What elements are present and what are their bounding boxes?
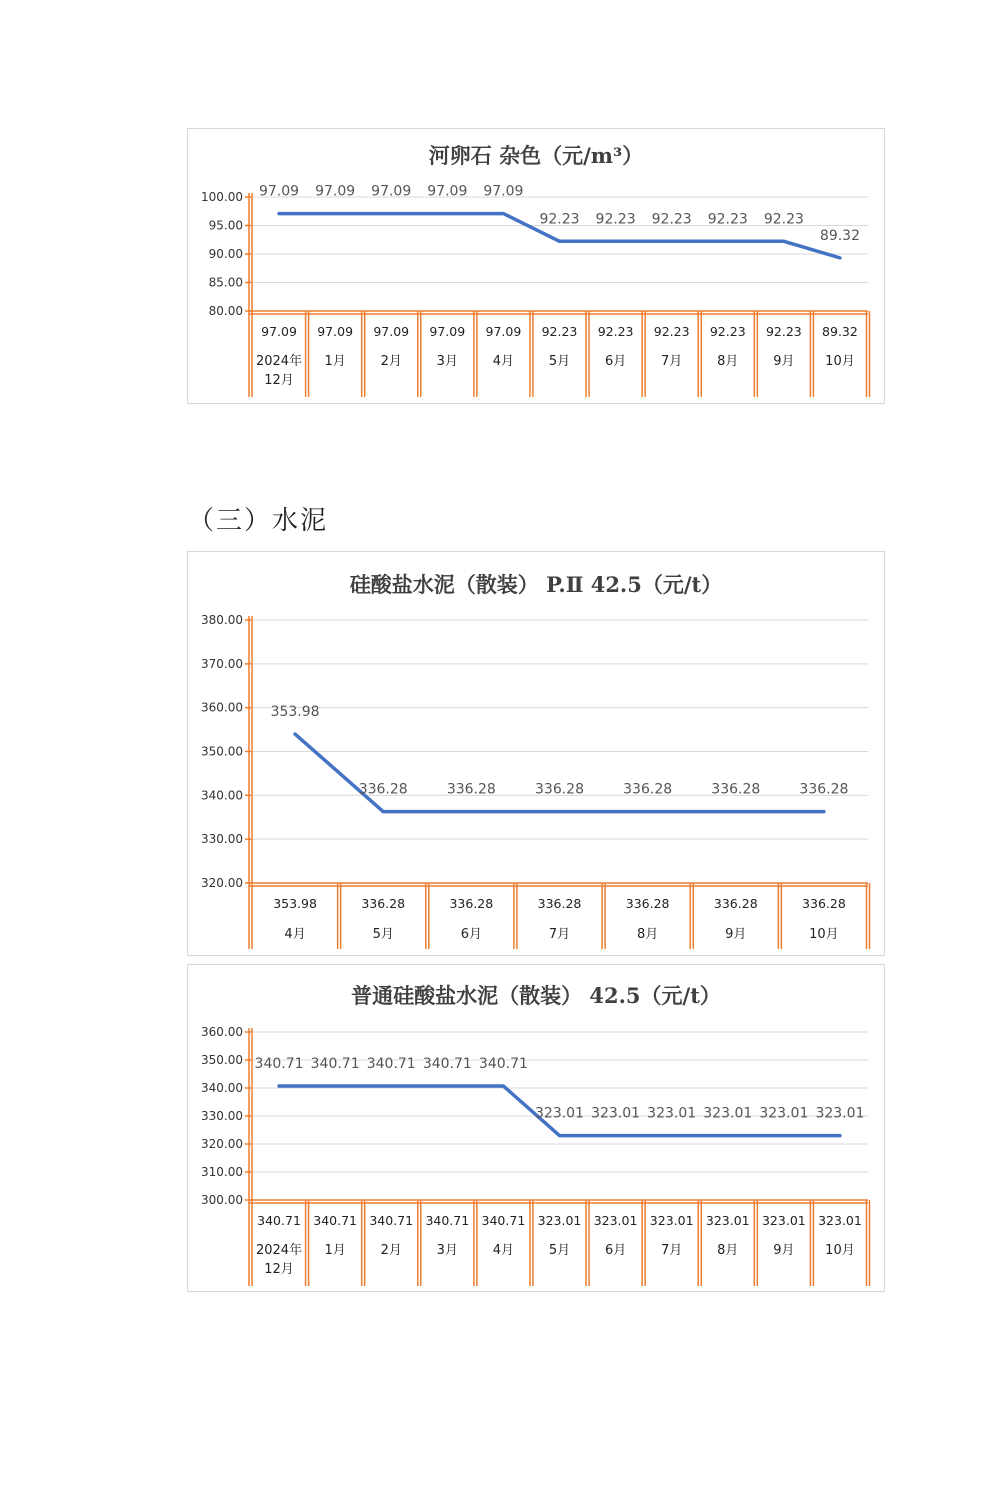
table-category-line: 2月	[380, 1243, 402, 1258]
table-category	[605, 1243, 626, 1258]
data-label: 323.01	[535, 1105, 584, 1122]
table-category-line: 2月	[380, 354, 402, 369]
table-category	[637, 927, 658, 942]
data-label: 97.09	[483, 183, 524, 200]
table-category-line: 7月	[548, 927, 571, 942]
table-category-line: 4月	[492, 1243, 515, 1258]
table-category-line: 8月	[637, 927, 659, 942]
data-label: 340.71	[422, 1056, 472, 1073]
table-value: 336.28	[802, 896, 846, 911]
y-tick-label: 330.00	[201, 832, 243, 847]
y-tick-label: 320.00	[201, 876, 243, 890]
table-category-line: 1月	[324, 354, 346, 369]
table-category	[437, 1243, 458, 1258]
y-tick-label: 85.00	[208, 275, 243, 290]
table-value: 340.71	[313, 1213, 358, 1228]
data-label: 336.28	[623, 781, 673, 798]
data-label: 336.28	[446, 781, 496, 798]
table-category	[725, 927, 746, 942]
table-category	[773, 354, 794, 369]
data-label: 97.09	[371, 183, 412, 200]
table-category	[661, 354, 682, 369]
table-category-line: 10月	[809, 927, 839, 942]
table-value: 97.09	[429, 324, 466, 339]
chart-river-pebble	[187, 128, 885, 404]
chart-svg	[188, 552, 884, 955]
table-category	[324, 1243, 345, 1258]
table-category	[256, 353, 302, 388]
chart-svg	[188, 129, 884, 403]
y-tick-label: 360.00	[201, 700, 243, 715]
table-category	[717, 1243, 738, 1258]
table-category-line: 2024年	[255, 354, 303, 369]
table-category-line: 12月	[264, 373, 294, 388]
table-category-line: 8月	[717, 1243, 739, 1258]
table-category	[605, 354, 626, 369]
y-tick-label: 90.00	[208, 247, 243, 261]
table-category-line: 7月	[661, 354, 683, 369]
data-label: 92.23	[595, 211, 636, 228]
y-tick-label: 310.00	[201, 1165, 243, 1179]
data-label: 340.71	[366, 1056, 416, 1073]
table-value: 92.23	[765, 324, 802, 339]
table-category	[825, 354, 855, 369]
table-category	[324, 354, 345, 369]
y-tick-label: 100.00	[201, 190, 243, 204]
table-category	[461, 927, 482, 942]
data-label: 323.01	[647, 1105, 697, 1122]
data-label: 340.71	[478, 1056, 528, 1073]
table-value: 92.23	[709, 324, 746, 339]
table-value: 340.71	[369, 1213, 414, 1228]
table-category-line: 9月	[773, 354, 795, 369]
data-label: 97.09	[258, 183, 300, 200]
table-category	[661, 1243, 682, 1258]
table-value: 336.28	[625, 896, 670, 911]
table-category-line: 1月	[324, 1243, 346, 1258]
table-value: 323.01	[593, 1213, 638, 1228]
chart-svg	[188, 965, 884, 1291]
table-value: 340.71	[257, 1213, 301, 1228]
data-label: 336.28	[799, 781, 849, 798]
table-category	[284, 927, 305, 942]
y-tick-label: 350.00	[201, 744, 243, 759]
table-value: 92.23	[597, 324, 634, 339]
data-label: 340.71	[254, 1056, 304, 1073]
table-category-line: 4月	[284, 927, 306, 942]
table-value: 97.09	[485, 324, 522, 339]
table-category	[549, 1243, 570, 1258]
table-category-line: 12月	[264, 1262, 294, 1277]
y-tick-label: 370.00	[201, 656, 243, 671]
table-category-line: 7月	[661, 1243, 683, 1258]
table-value: 340.71	[425, 1213, 470, 1228]
table-category	[549, 354, 570, 369]
table-category-line: 2024年	[255, 1243, 303, 1258]
y-tick-label: 340.00	[201, 788, 243, 803]
data-label: 323.01	[759, 1105, 809, 1122]
table-category-line: 3月	[436, 1243, 458, 1258]
table-value: 353.98	[273, 896, 317, 911]
data-label: 336.28	[711, 781, 761, 798]
chart-portland-cement-p2	[187, 551, 885, 956]
table-value: 323.01	[537, 1213, 582, 1228]
table-category	[825, 1243, 855, 1258]
data-label: 89.32	[819, 227, 861, 244]
table-category	[809, 927, 839, 942]
y-tick-label: 340.00	[201, 1081, 243, 1095]
table-category	[773, 1243, 794, 1258]
data-label: 340.71	[310, 1056, 360, 1073]
y-tick-label: 330.00	[201, 1109, 243, 1123]
y-tick-label: 300.00	[201, 1193, 243, 1207]
table-value: 97.09	[261, 324, 297, 339]
chart-title: 普通硅酸盐水泥（散装） 42.5（元/t）	[351, 983, 721, 1008]
series-line	[295, 734, 824, 812]
data-label: 92.23	[707, 211, 748, 228]
table-category-line: 9月	[725, 927, 747, 942]
y-tick-label: 350.00	[201, 1053, 243, 1067]
table-value: 323.01	[649, 1213, 694, 1228]
table-value: 92.23	[541, 324, 578, 339]
data-label: 336.28	[358, 781, 408, 798]
table-category	[549, 927, 570, 942]
data-label: 97.09	[315, 183, 356, 200]
data-label: 97.09	[427, 183, 468, 200]
table-category	[381, 354, 402, 369]
table-value: 97.09	[317, 324, 354, 339]
table-category-line: 8月	[717, 354, 739, 369]
table-category	[437, 354, 458, 369]
table-category-line: 10月	[825, 354, 855, 369]
table-category	[373, 927, 394, 942]
table-category-line: 3月	[436, 354, 458, 369]
data-label: 323.01	[815, 1105, 865, 1122]
y-tick-label: 360.00	[201, 1025, 243, 1039]
table-value: 323.01	[761, 1213, 806, 1228]
chart-title: 河卵石 杂色（元/m³）	[428, 143, 644, 168]
table-category-line: 10月	[825, 1243, 855, 1258]
y-tick-label: 320.00	[201, 1137, 243, 1151]
table-value: 340.71	[481, 1213, 526, 1228]
chart-title: 硅酸盐水泥（散装） P.Ⅱ 42.5（元/t）	[349, 572, 723, 597]
table-category	[256, 1242, 302, 1277]
table-category	[717, 354, 738, 369]
table-category-line: 4月	[492, 354, 515, 369]
y-tick-label: 95.00	[208, 218, 243, 233]
table-value: 323.01	[705, 1213, 750, 1228]
table-category-line: 6月	[604, 1243, 627, 1258]
data-label: 92.23	[651, 211, 692, 228]
data-label: 336.28	[535, 781, 584, 798]
table-category-line: 6月	[604, 354, 627, 369]
data-label: 323.01	[591, 1105, 641, 1122]
table-value: 336.28	[537, 896, 582, 911]
table-value: 92.23	[653, 324, 690, 339]
table-category-line: 5月	[548, 1243, 571, 1258]
data-label: 323.01	[703, 1105, 753, 1122]
table-value: 336.28	[361, 896, 406, 911]
table-value: 336.28	[449, 896, 494, 911]
table-category-line: 6月	[460, 927, 482, 942]
table-category-line: 9月	[773, 1243, 795, 1258]
table-value: 323.01	[818, 1213, 862, 1228]
table-value: 97.09	[373, 324, 410, 339]
table-category	[381, 1243, 402, 1258]
data-label: 92.23	[763, 211, 804, 228]
data-label: 92.23	[539, 211, 580, 228]
table-value: 89.32	[822, 324, 858, 339]
table-category-line: 5月	[548, 354, 571, 369]
chart-ordinary-portland-cement	[187, 964, 885, 1292]
section-heading: （三）水泥	[188, 506, 329, 536]
y-tick-label: 380.00	[201, 613, 243, 627]
y-tick-label: 80.00	[208, 304, 243, 318]
table-value: 336.28	[713, 896, 758, 911]
data-label: 353.98	[270, 704, 320, 721]
table-category	[493, 354, 514, 369]
table-category	[493, 1243, 514, 1258]
table-category-line: 5月	[372, 927, 394, 942]
